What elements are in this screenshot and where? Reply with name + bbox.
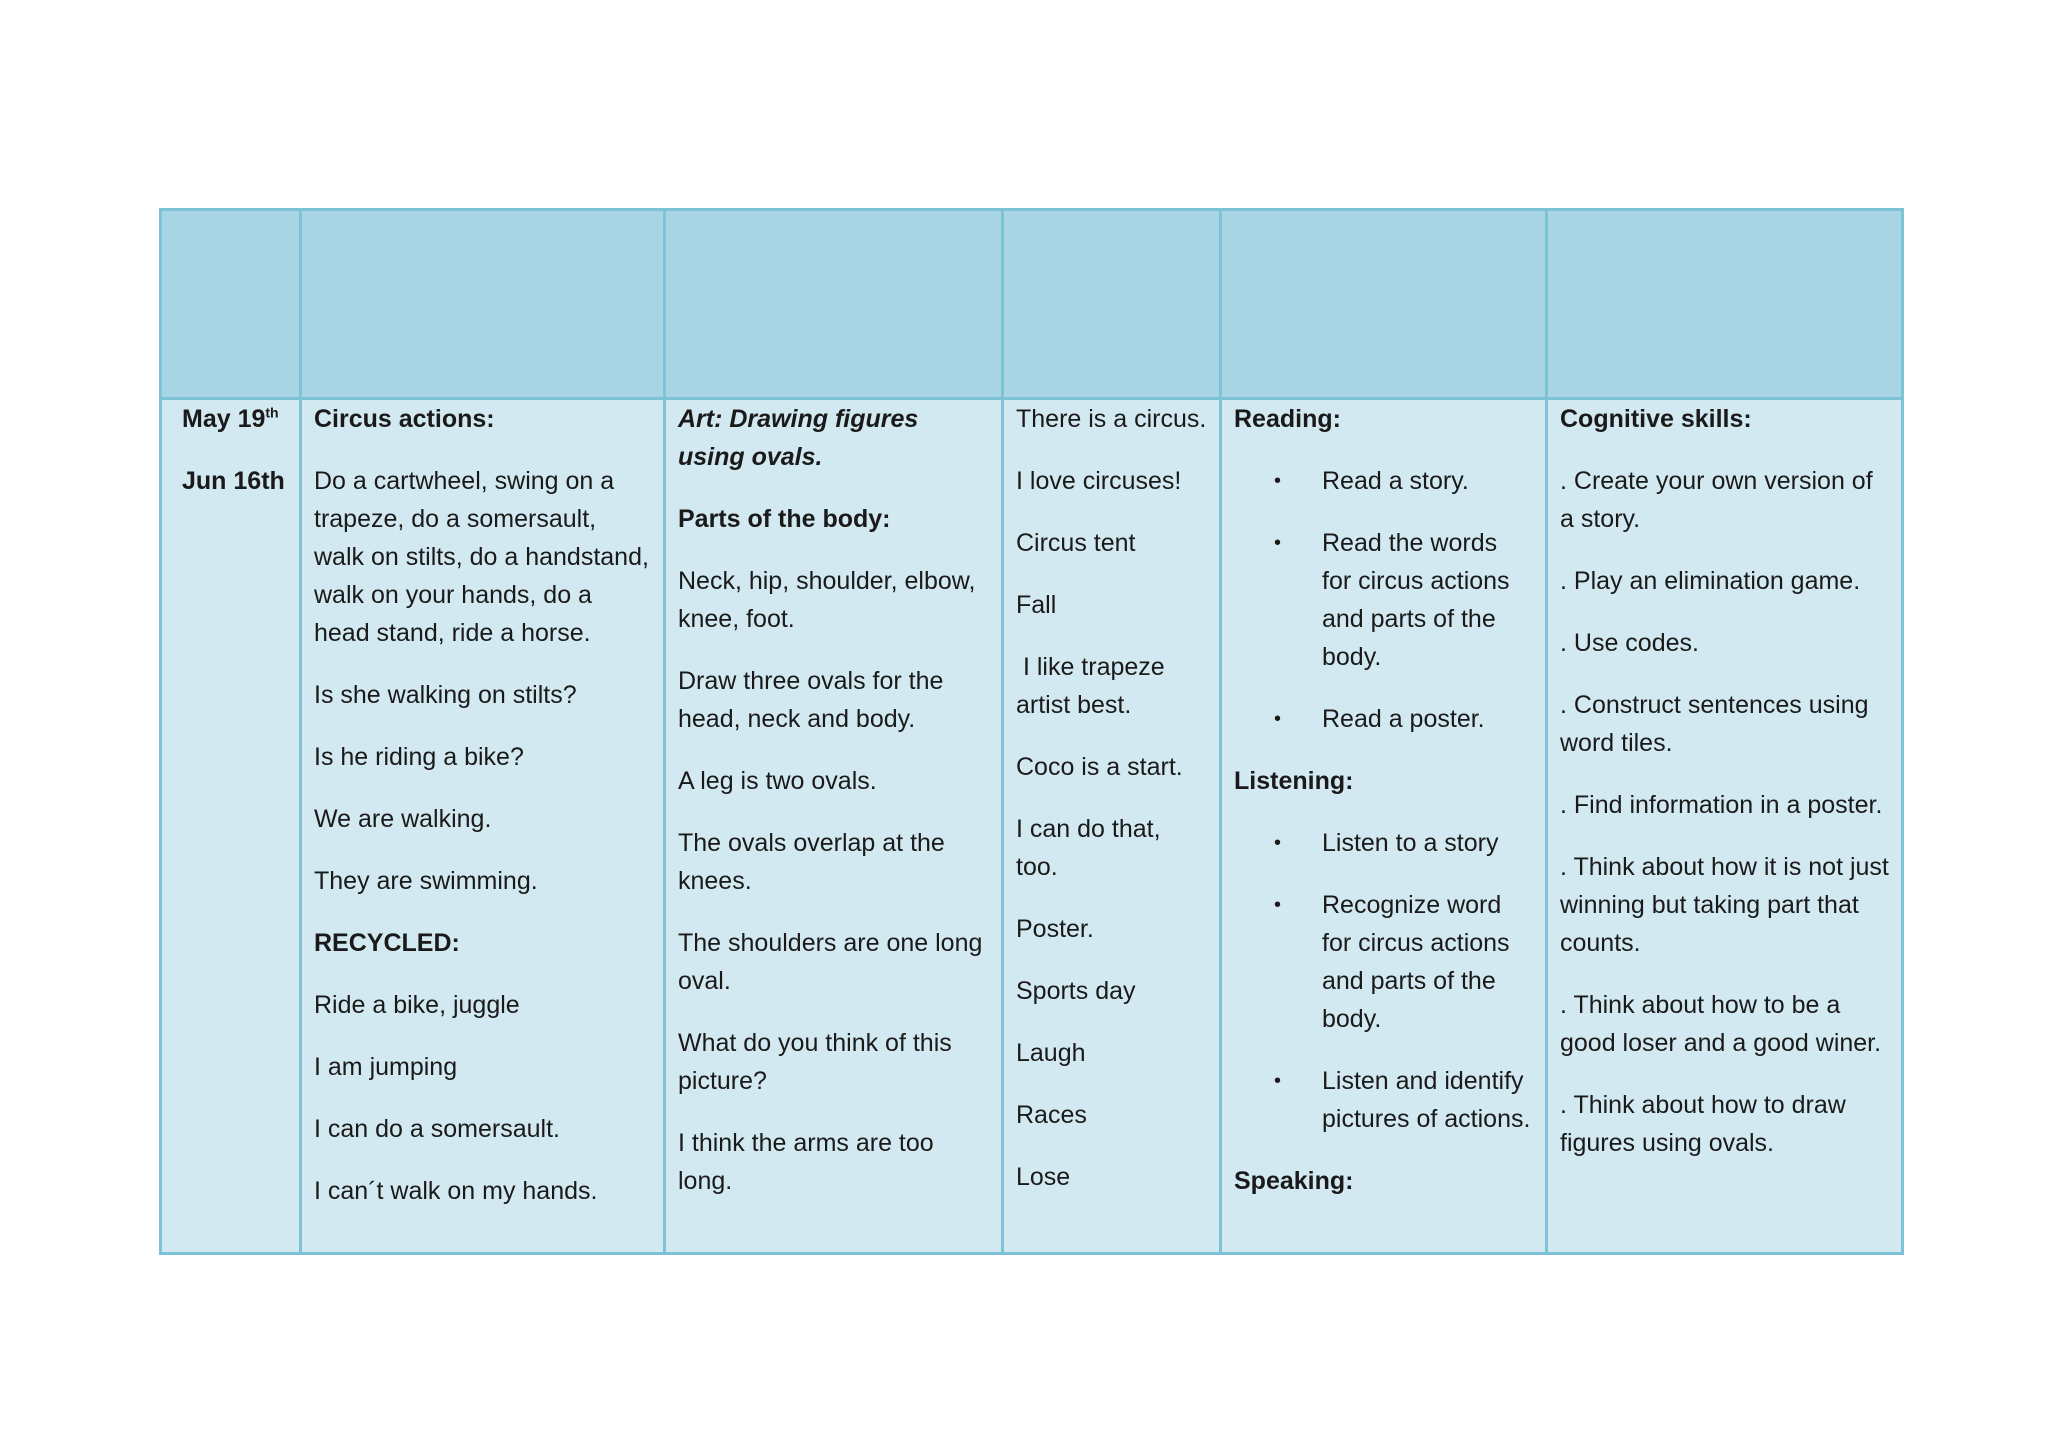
phrase-line: Poster. (1016, 915, 1094, 943)
list-item: • Read a story. (1234, 462, 1533, 500)
recycled-line: I can´t walk on my hands. (314, 1177, 598, 1205)
phrase-line: Laugh (1016, 1039, 1086, 1067)
cognitive-line: . Create your own version of a story. (1560, 467, 1873, 533)
recycled-heading: RECYCLED: (314, 929, 460, 957)
bullet-icon: • (1274, 708, 1282, 730)
table-header-row (161, 210, 1903, 399)
date-end: Jun 16th (182, 467, 285, 495)
art-line: A leg is two ovals. (678, 767, 877, 795)
phrase-line: Coco is a start. (1016, 753, 1183, 781)
bullet-icon: • (1274, 532, 1282, 554)
list-item: • Recognize word for circus actions and parts of the body. (1234, 886, 1533, 1038)
recycled-line: Ride a bike, juggle (314, 991, 520, 1019)
lesson-plan-table (159, 208, 1904, 1255)
art-line: I think the arms are too long. (678, 1129, 934, 1195)
cognitive-line: . Find information in a poster. (1560, 791, 1883, 819)
list-item: • Listen to a story (1234, 824, 1533, 862)
actions-line: They are swimming. (314, 867, 538, 895)
body-parts-heading: Parts of the body: (678, 505, 891, 533)
actions-line: We are walking. (314, 805, 492, 833)
phrase-line: I can do that, too. (1016, 815, 1161, 881)
cognitive-line: . Think about how to be a good loser and a good winer. (1560, 991, 1882, 1057)
bullet-icon: • (1274, 1070, 1282, 1092)
header-cell-cognitive (1547, 210, 1903, 399)
actions-cell (301, 399, 665, 1254)
phrase-line: I love circuses! (1016, 467, 1182, 495)
phrase-line: I like trapeze artist best. (1016, 653, 1172, 719)
table-row (161, 399, 1903, 1254)
cognitive-line: . Use codes. (1560, 629, 1699, 657)
art-line: The ovals overlap at the knees. (678, 829, 945, 895)
header-cell-actions (301, 210, 665, 399)
cognitive-line: . Think about how to draw figures using ovals. (1560, 1091, 1846, 1157)
reading-list (1234, 462, 1533, 738)
art-line: Neck, hip, shoulder, elbow, knee, foot. (678, 567, 976, 633)
phrase-line: Races (1016, 1101, 1087, 1129)
bullet-icon: • (1274, 832, 1282, 854)
phrase-line: Circus tent (1016, 529, 1136, 557)
phrase-line: Sports day (1016, 977, 1136, 1005)
header-cell-phrases (1003, 210, 1221, 399)
actions-line: Do a cartwheel, swing on a trapeze, do a somersault, walk on stilts, do a handstand, walk on your hands, do a head stand, ride a horse. (314, 467, 649, 647)
bullet-icon: • (1274, 470, 1282, 492)
phrase-line: Fall (1016, 591, 1057, 619)
skills-cell (1221, 399, 1547, 1254)
actions-line: Is he riding a bike? (314, 743, 524, 771)
art-heading: Art: Drawing figures using ovals. (678, 405, 919, 471)
listening-heading: Listening: (1234, 767, 1354, 795)
date-start: May 19th (182, 404, 279, 433)
phrases-cell (1003, 399, 1221, 1254)
list-item: • Listen and identify pictures of actions. (1234, 1062, 1533, 1138)
cognitive-line: . Construct sentences using word tiles. (1560, 691, 1869, 757)
cognitive-cell (1547, 399, 1903, 1254)
listening-list (1234, 824, 1533, 1138)
phrase-line: There is a circus. (1016, 405, 1207, 433)
art-line: Draw three ovals for the head, neck and body. (678, 667, 944, 733)
cognitive-heading: Cognitive skills: (1560, 405, 1752, 433)
header-cell-art (665, 210, 1003, 399)
cognitive-line: . Think about how it is not just winning but taking part that counts. (1560, 853, 1889, 957)
art-line: The shoulders are one long oval. (678, 929, 983, 995)
header-cell-date (161, 210, 301, 399)
list-item: • Read a poster. (1234, 700, 1533, 738)
art-cell (665, 399, 1003, 1254)
date-start-suffix: th (265, 404, 279, 421)
actions-heading: Circus actions: (314, 405, 495, 433)
list-item: • Read the words for circus actions and parts of the body. (1234, 524, 1533, 676)
recycled-line: I can do a somersault. (314, 1115, 560, 1143)
date-cell (161, 399, 301, 1254)
speaking-heading: Speaking: (1234, 1167, 1354, 1195)
art-line: What do you think of this picture? (678, 1029, 952, 1095)
reading-heading: Reading: (1234, 405, 1341, 433)
recycled-line: I am jumping (314, 1053, 458, 1081)
cognitive-line: . Play an elimination game. (1560, 567, 1861, 595)
bullet-icon: • (1274, 894, 1282, 916)
actions-line: Is she walking on stilts? (314, 681, 577, 709)
header-cell-skills (1221, 210, 1547, 399)
phrase-line: Lose (1016, 1163, 1071, 1191)
